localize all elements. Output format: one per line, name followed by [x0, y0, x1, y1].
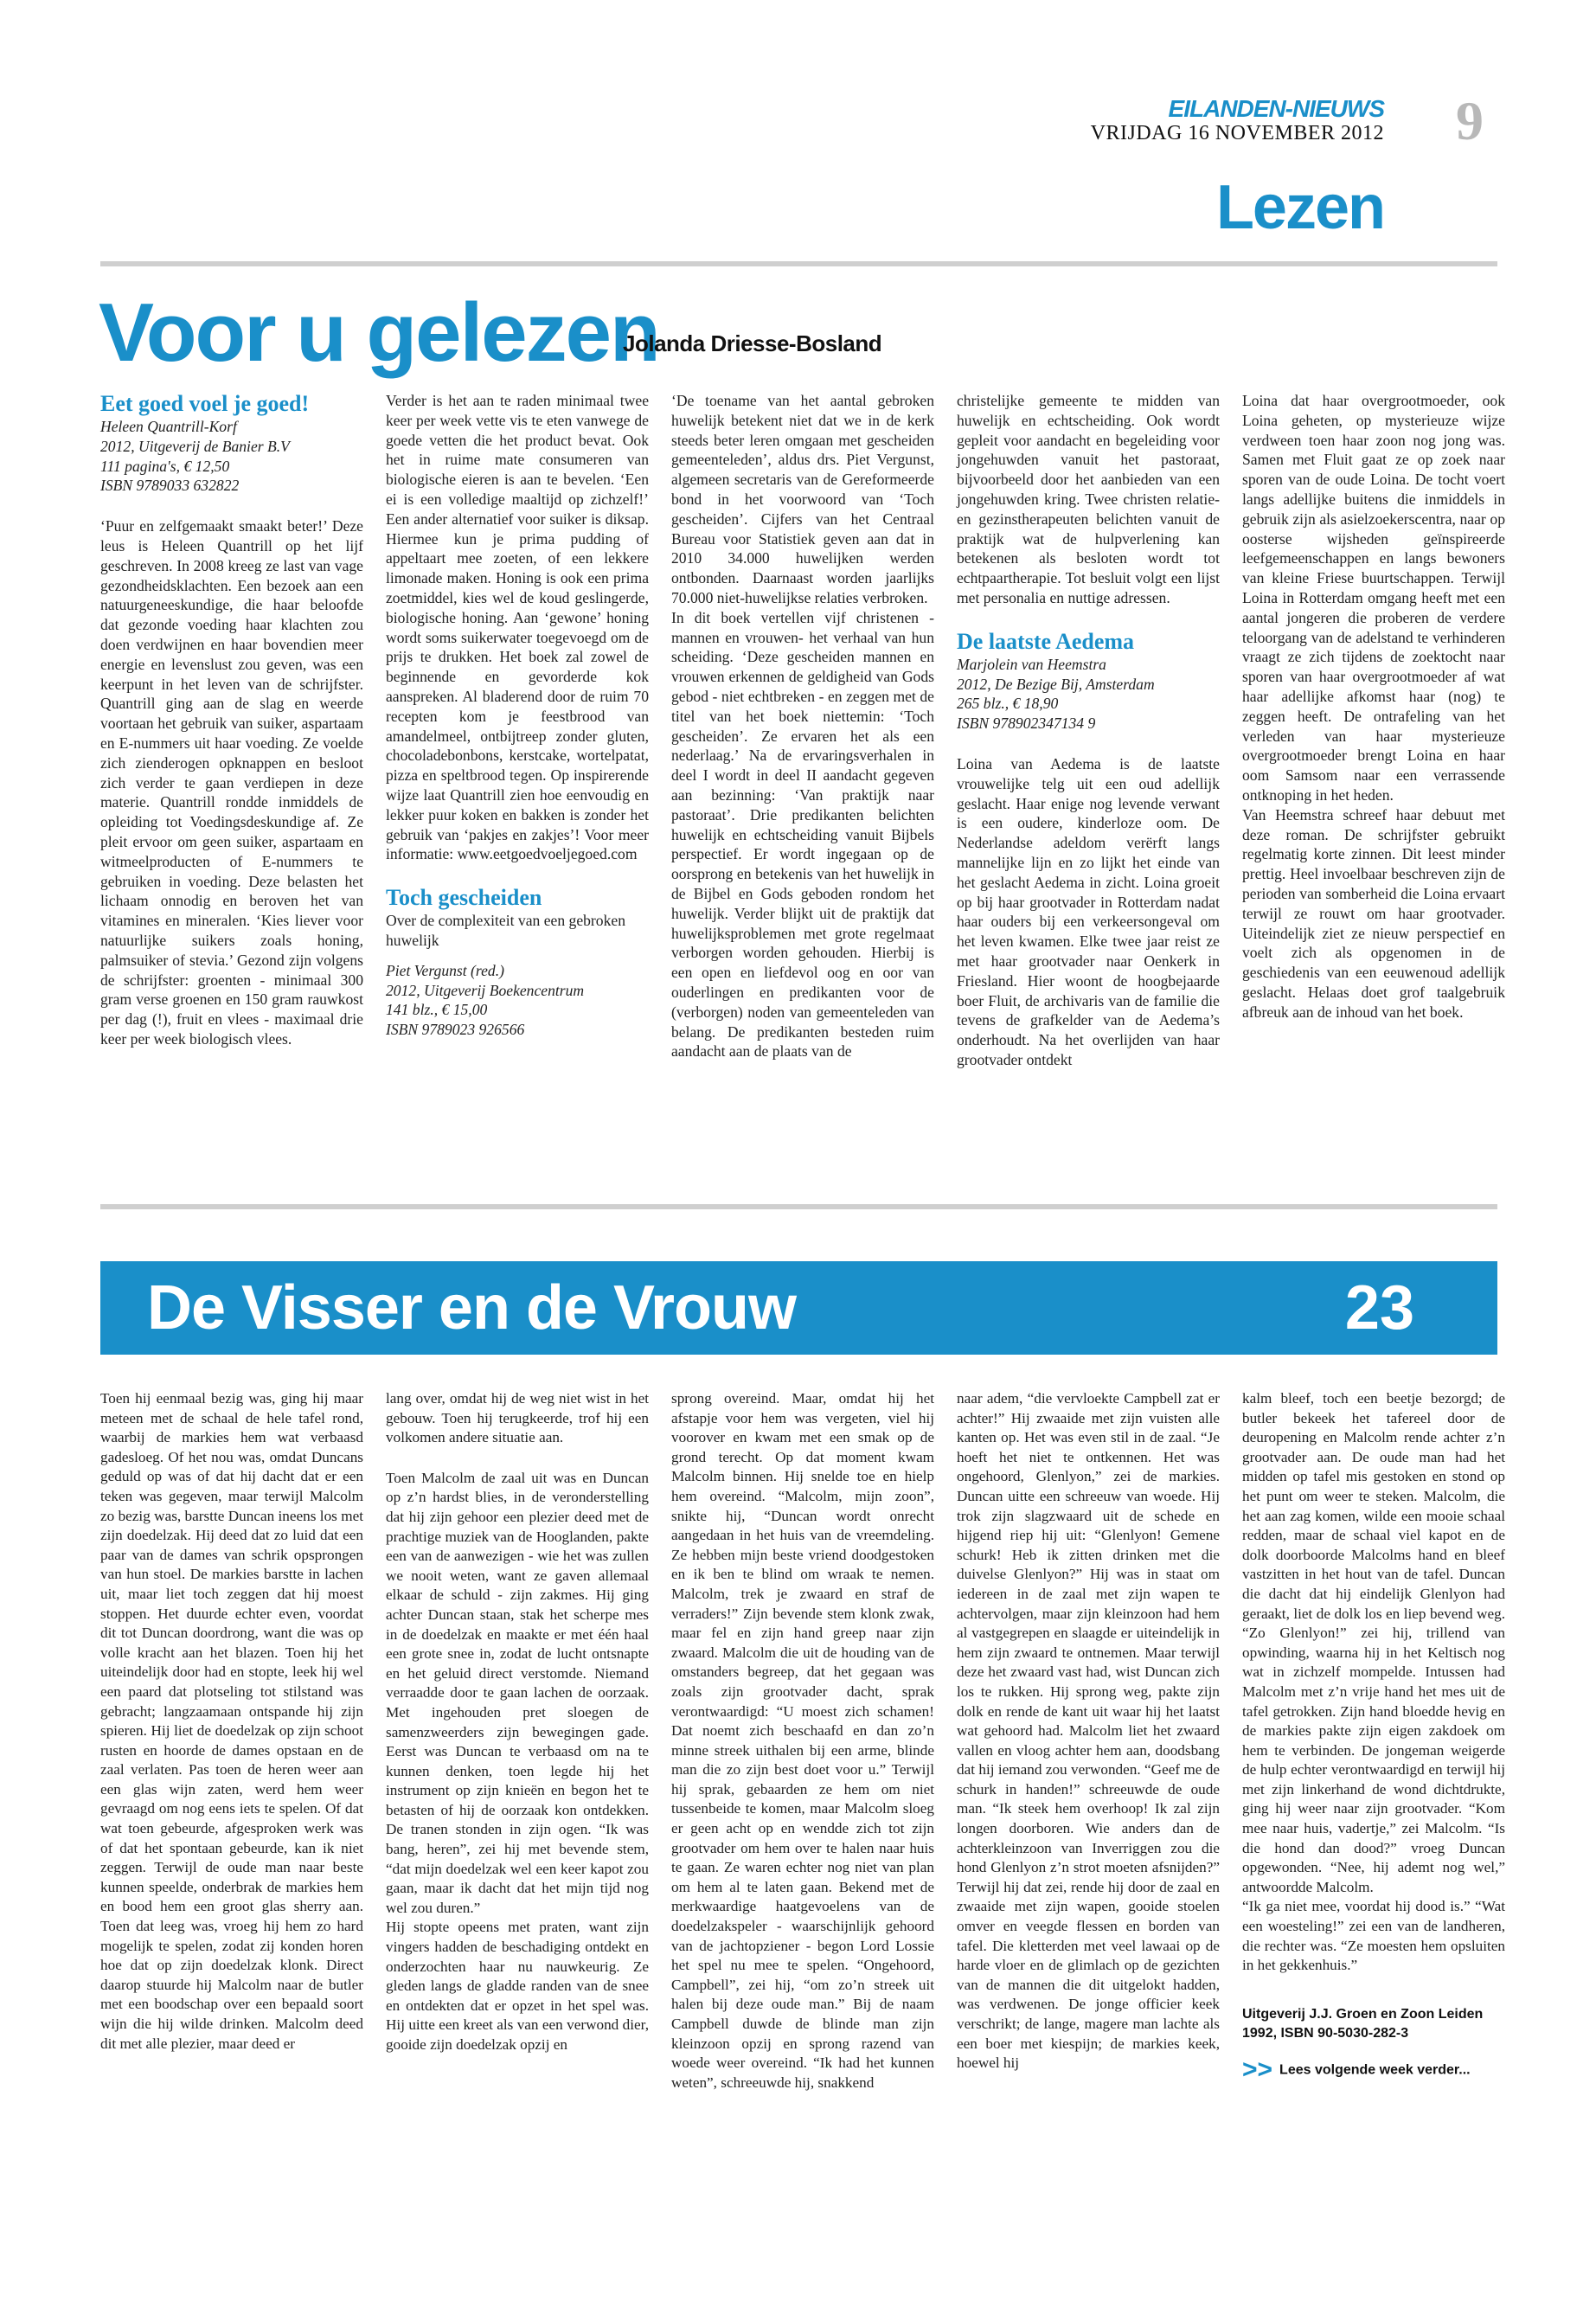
serial-banner	[100, 1261, 1497, 1355]
book-title-1: Eet goed voel je goed!	[100, 391, 310, 416]
serial-text-2b: Toen Malcolm de zaal uit was en Duncan op z’n hardst blies, in de veronderstelling dat hij zijn gehoor een plezier deed met de prachtige muziek van de Hooglanden, pakte een van de aanwezigen - wie het was zullen we nooit weten, want ze gaven allemaal elkaar de schuld - zijn zakmes. Hij ging achter Duncan staan, stak het scherpe mes in de doedelzak en maakte er met één haal een grote snee in, zodat de lucht ontsnapte en het geluid direct verstomde. Niemand verraadde door te gaan lachen de oorzaak. Met ingehouden pret sloegen de samenzweerders zijn bewegingen gade. Eerst was Duncan te verbaasd om na te kunnen denken, toen legde hij het instrument op zijn knieën en begon het te betasten of hij de oorzaak kon ontdekken. De tranen stonden in zijn ogen. “Ik was bang, heren”, zei hij met bevende stem, “dat mijn doedelzak wel een keer kapot zou gaan, maar ik dacht dat het mijn tijd nog wel zou duren.”	[386, 1469, 649, 1916]
review-column-1	[100, 391, 363, 1049]
serial-publisher	[1242, 2005, 1505, 2043]
book-publisher-2: 2012, Uitgeverij Boekencentrum	[386, 981, 585, 999]
review-column-2	[386, 391, 649, 1040]
book-title-2: Toch gescheiden	[386, 885, 542, 911]
serial-title: De Visser en de Vrouw	[147, 1273, 797, 1343]
serial-column-3	[671, 1389, 934, 2093]
serial-text-3: sprong overeind. Maar, omdat hij het afstapje voor hem was vergeten, viel hij voorover en kwam met een smak op de grond terecht. Op dat moment kwam Malcolm binnen. Hij snelde toe en hielp hem overeind. “Malcolm, mijn zoon”, snikte hij, “Duncan wordt onrecht aangedaan in het huis van de vreemdeling. Ze hebben mijn beste vriend doodgestoken en ik ben te blind om wraak te nemen. Malcolm, trek je zwaard en straf de verraders!” Zijn bevende stem klonk zwak, maar fel en zijn hand greep naar zijn zwaard. Malcolm die uit de houding van de omstanders begreep, dat het gegaan was zoals zijn grootvader dacht, sprak verontwaardigd: “U moest zich schamen! Dat noemt zich beschaafd en dan zo’n minne streek uithalen bij een arme, blinde man die zo zijn best doet voor u.” Terwijl hij sprak, gebaarden ze hem om niet tussenbeide te komen, maar Malcolm sloeg er geen acht op en wendde zich tot zijn grootvader om hem over te halen naar huis te gaan. Ze waren echter nog niet van plan om hem al te laten gaan. Bekend met de merkwaardige haatgevoelens van de doedelzakspeler - waarschijnlijk gehoord van de jachtopziener - begon Lord Lossie het spel nu mee te spelen. “Ongehoord, Campbell”, zei hij, “om zo’n streek uit halen bij deze oude man.” Bij de naam Campbell duwde de blinde man zijn kleinzoon opzij en sprong razend van woede weer overeind. “Ik had het kunnen weten”, schreeuwde hij, snakkend	[671, 1390, 934, 2091]
serial-episode-number: 23	[1344, 1273, 1414, 1343]
review-headline: Voor u gelezen	[99, 286, 659, 379]
book-subtitle-2: Over de complexiteit van een gebroken huwelijk	[386, 912, 625, 949]
review-column-4	[957, 391, 1220, 1070]
publisher-line-2: 1992, ISBN 90-5030-282-3	[1242, 2025, 1409, 2041]
section-title: Lezen	[1215, 173, 1384, 242]
top-divider	[100, 261, 1497, 266]
book-isbn-3: ISBN 978902347134 9	[957, 715, 1096, 733]
serial-column-4	[957, 1389, 1220, 2073]
book-isbn-1: ISBN 9789033 632822	[100, 477, 240, 495]
serial-column-2	[386, 1389, 649, 2055]
book-publisher-3: 2012, De Bezige Bij, Amsterdam	[957, 675, 1155, 693]
serial-text-5a: kalm bleef, toch een beetje bezorgd; de butler bekeek het tafereel door de deuropening en Malcolm rende achter z’n grootvader aan. De oude man had het midden op tafel mis gestoken en stond op het punt om weer te steken. Malcolm, die het aan zag komen, wilde een mooie schaal redden, maar de schaal viel kapot en de dolk doorboorde Malcolms hand en bleef vastzitten in het hout van de tafel. Duncan die dacht dat hij eindelijk Glenlyon had geraakt, liet de dolk los en liep bevend weg. “Zo Glenlyon!” zei hij, trillend van opwinding, waarna hij in het Keltisch nog wat in zichzelf mompelde. Intussen had Malcolm met z’n vrije hand het mes uit de tafel getrokken. Zijn hand bloedde hevig en de markies pakte zijn eigen zakdoek om hem te verbinden. De jongeman weigerde de hulp echter verontwaardigd en terwijl hij met zijn linkerhand de wond dichtdrukte, ging hij weer naar zijn grootvader. “Kom mee naar huis, vadertje,” zei Malcolm. “Is die hond dan dood?” vroeg Duncan opgewonden. “Nee, hij ademt nog wel,” antwoordde Malcolm.	[1242, 1390, 1505, 1895]
masthead	[1091, 97, 1384, 145]
book-title-3: De laatste Aedema	[957, 628, 1135, 654]
continue-text: Lees volgende week verder...	[1279, 2062, 1471, 2078]
book-author-2: Piet Vergunst (red.)	[386, 961, 504, 979]
review-text-3b: In dit boek vertellen vijf christenen - mannen en vrouwen- het verhaal van hun scheiding. ‘Deze gescheiden mannen en vrouwen erkennen de geldigheid van Gods gebod - niet echtbreken - en zeggen met de titel van het boek niettemin: ‘Toch gescheiden’. Ze ervaren het als een nederlaag.’ Na de ervaringsverhalen in deel I wordt in deel II aandacht gegeven aan bezinning: ‘Van praktijk naar pastoraat’. Drie predikanten belichten huwelijk en echtscheiding vanuit Bijbels perspectief. Er wordt ingegaan op de oorsprong en betekenis van het huwelijk in de Bijbel en Gods geboden rondom het huwelijk. Verder blijkt uit de praktijk dat huwelijksproblemen met grote regelmaat verborgen worden gehouden. Hierbij is een open en liefdevol oog en oor van ouderlingen en predikanten voor de (verborgen) noden van gemeenteleden van belang. De predikanten besteden ruim aandacht aan de plaats van de	[671, 608, 934, 1061]
continue-notice	[1242, 2054, 1505, 2084]
serial-column-5	[1242, 1389, 1505, 2084]
serial-column-1	[100, 1389, 363, 2054]
serial-text-4: naar adem, “die vervloekte Campbell zat er achter!” Hij zwaaide met zijn vuisten alle kanten op. Het was even stil in de zaal. “Je hoeft het niet te ontkennen. Het was ongehoord, Glenlyon,” zei de markies. Duncan uitte een schreeuw van woede. Hij trok zijn slagzwaard uit de schede en hijgend riep hij uit: “Glenlyon! Gemene schurk! Heb ik zitten drinken met die duivelse Glenlyon?” Hij was in staat om iedereen in de zaal met zijn wapen te achtervolgen, maar zijn kleinzoon had hem al vastgegrepen en slaagde er uiteindelijk in hem zijn zwaard te ontnemen. Maar terwijl deze het zwaard vast had, wist Duncan zich los te rukken. Hij sprong weg, pakte zijn dolk en rende de kant uit waar hij het laatst wat gehoord had. Malcolm liet het zwaard vallen en vloog achter hem aan, doodsbang dat hij iemand zou verwonden. “Geef me de schurk in handen!” schreeuwde de oude man. “Ik steek hem overhoop! Ik zal zijn longen doorboren. Wie anders dan de achterkleinzoon van Inverriggen zou die hond Glenlyon z’n strot moeten afsnijden?” Terwijl hij dat zei, rende hij door de zaal en zwaaide met zijn wapen, gooide stoelen omver en veegde flessen en borden van tafel. Die kletterden met veel lawaai op de harde vloer en de glimlach op de gezichten van de mannen die dit uitgelokt hadden, was verdwenen. De jonge officier keek verschrikt; de lange, magere man lachte als een boer met kiespijn; de markies keek, hoewel hij	[957, 1390, 1220, 2072]
serial-text-1: Toen hij eenmaal bezig was, ging hij maar meteen met de schaal de hele tafel rond, waarbij de markies hem wat verbaasd gadesloeg. Of het nou was, omdat Duncans geduld op was of dat hij dacht dat er een teken was gegeven, maar terwijl Malcolm zo bezig was, barstte Duncan ineens los met zijn doedelzak. Hij deed dat zo luid dat een paar van de dames van schrik opsprongen van hun stoel. De markies barstte in lachen uit, maar liet toch zeggen dat hij moest stoppen. Het duurde echter even, voordat dit tot Duncan doordrong, want die was op volle kracht aan het blazen. Toen hij het uiteindelijk door had en stopte, leek hij wel een paard dat plotseling tot stilstand was gebracht; langzaamaan ontspande hij zijn spieren. Hij liet de doedelzak op zijn schoot rusten en hoorde de dames opstaan en de zaal verlaten. Pas toen de heren weer aan een glas wijn zaten, werd hem weer gevraagd om nog eens iets te spelen. Of dat wat toen gebeurde, afgesproken werk was of dat het spontaan gebeurde, kan ik niet zeggen. Terwijl de oude man naar beste kunnen speelde, onderbrak de markies hem en bood hem een groot glas sherry aan. Toen dat leeg was, vroeg hij hem zo hard mogelijk te spelen, zodat zij konden horen hoe dat op zijn doedelzak klonk. Direct daarop stuurde hij Malcolm naar de butler met een boodschap over een bepaald soort wijn die hij wilde drinken. Malcolm deed dit met alle plezier, maar deed er	[100, 1390, 363, 2052]
book-price-1: 111 pagina's, € 12,50	[100, 457, 230, 475]
review-byline: Jolanda Driesse-Bosland	[623, 330, 882, 356]
review-column-5	[1242, 391, 1505, 1022]
book-publisher-1: 2012, Uitgeverij de Banier B.V	[100, 437, 290, 455]
middle-divider	[100, 1204, 1497, 1209]
review-text-5a: Loina dat haar overgrootmoeder, ook Loina geheten, op mysterieuze wijze verdween toen haar zoon nog jong was. Samen met Fluit gaat ze op zoek naar sporen van de oude Loina. De tocht voert langs adellijke buitens die inmiddels in gebruik zijn als asielzoekerscentra, naar op oosterse wijsheden geïnspireerde leefgemeenschappen en langs bewoners van kleine Friese buurtschappen. Terwijl Loina in Rotterdam omgang heeft met een aantal jongeren die proberen de verdere teloorgang van de adelstand te verhinderen vraagt ze zich tijdens de zoektocht naar sporen van haar overgrootmoeder af wat haar adellijke afkomst haar (nog) te zeggen heeft. De ontrafeling van het verleden van haar mysterieuze overgrootmoeder brengt Loina en haar oom Samsom naar een verrassende ontknoping in het heden.	[1242, 392, 1505, 804]
review-text-1: ‘Puur en zelfgemaakt smaakt beter!’ Deze leus is Heleen Quantrill op het lijf geschreven. In 2008 kreeg ze last van vage gezondheidsklachten. Een bezoek aan een natuurgeneeskundige, die haar beloofde dat gezonde voeding haar klachten zou doen verdwijnen en haar bovendien meer energie en levenslust zou geven, was een keerpunt in het leven van de schrijfster. Quantrill ging aan de slag en weerde voortaan het gebruik van suiker, aspartaam en E-nummers uit haar voeding. Ze voelde zich zienderogen opknappen en besloot zich verder te gaan verdiepen in deze materie. Quantrill rondde inmiddels de opleiding tot Voedingsdeskundige af. Ze pleit ervoor om geen suiker, aspartaam en witmeelproducten of E-nummers te gebruiken in voeding. Deze belasten het lichaam onnodig en beroven het van vitamines en mineralen. ‘Kies liever voor natuurlijke suikers zoals honing, palmsuiker of stevia.’ Gezond zijn volgens de schrijfster: groenten - minimaal 300 gram verse groenen en 150 gram rauwkost per dag (!), fruit en vlees - maximaal drie keer per week biologisch vlees.	[100, 517, 363, 1048]
book-author-3: Marjolein van Heemstra	[957, 655, 1106, 673]
double-chevron-icon: >>	[1242, 2054, 1273, 2084]
book-price-3: 265 blz., € 18,90	[957, 695, 1059, 713]
review-text-4: christelijke gemeente te midden van huwelijk en echtscheiding. Ook wordt gepleit voor aandacht en begeleiding voor jongehuwden vanuit het pastoraat, bijvoorbeeld door het aanbieden van een jongehuwden kring. Twee christen relatie- en gezinstherapeuten belichten vanuit de praktijk wat de hulpverlening kan betekenen als besloten wordt tot echtpaartherapie. Tot besluit volgt een lijst met personalia en nuttige adressen.	[957, 392, 1220, 606]
review-text-4b: Loina van Aedema is de laatste vrouwelijke telg uit een oud adellijk geslacht. Haar enige nog levende verwant is een oudere, kinderloze oom. De Nederlandse adeldom verërft langs mannelijke lijn en zo lijkt het einde van het geslacht Aedema in zicht. Loina groeit op bij haar grootvader in Rotterdam nadat haar ouders bij een verkeersongeval om het leven kwamen. Elke twee jaar reist ze met haar grootvader naar Oenkerk in Friesland. Hier woont de hoogbejaarde boer Fluit, de archivaris van de familie die tevens de grafkelder van de Aedema’s onderhoudt. Na het overlijden van haar grootvader ontdekt	[957, 754, 1220, 1068]
book-price-2: 141 blz., € 15,00	[386, 1001, 488, 1019]
review-text-3a: ‘De toename van het aantal gebroken huwelijk betekent niet dat we in de kerk steeds beter leren omgaan met gescheiden gemeenteleden’, aldus drs. Piet Vergunst, algemeen secretaris van de Gereformeerde bond in het voorwoord van ‘Toch gescheiden’. Cijfers van het Centraal Bureau voor Statistiek geven aan dat in 2010 34.000 huwelijken werden ontbonden. Daarnaast worden jaarlijks 70.000 niet-huwelijkse relaties verbroken.	[671, 392, 934, 606]
serial-text-5b: “Ik ga niet mee, voordat hij dood is.” “Wat een woesteling!” zei een van de landheren, die rechter was. “Ze moesten hem opsluiten in het gekkenhuis.”	[1242, 1898, 1505, 1974]
review-text-5b: Van Heemstra schreef haar debuut met deze roman. De schrijfster gebruikt regelmatig korte zinnen. Dit leest minder prettig. Heel invoelbaar beschreven zijn de perioden van somberheid die Loina ervaart terwijl ze rouwt om haar grootvader. Uiteindelijk ziet ze nieuw perspectief en voelt zich als opgenomen in de geschiedenis van een eeuwenoud adellijk geslacht. Helaas doet grof taalgebruik afbreuk aan de inhoud van het boek.	[1242, 805, 1505, 1021]
serial-text-2a: lang over, omdat hij de weg niet wist in het gebouw. Toen hij terugkeerde, trof hij een volkomen andere situatie aan.	[386, 1390, 649, 1446]
serial-text-2c: Hij stopte opeens met praten, want zijn vingers hadden de beschadiging ontdekt en onderzochten haar nu nauwkeurig. Ze gleden langs de gladde randen van de snee en ontdekten dat er opzet in het spel was. Hij uitte een kreet als van een verwond dier, gooide zijn doedelzak opzij en	[386, 1919, 649, 2053]
page-number: 9	[1456, 90, 1484, 151]
issue-date: VRIJDAG 16 NOVEMBER 2012	[1090, 122, 1384, 144]
review-column-3	[671, 391, 934, 1061]
publisher-line-1: Uitgeverij J.J. Groen en Zoon Leiden	[1242, 2006, 1484, 2022]
book-author-1: Heleen Quantrill-Korf	[100, 418, 237, 435]
paper-name: EILANDEN-NIEUWS	[1168, 95, 1384, 122]
review-text-2: Verder is het aan te raden minimaal twee keer per week vette vis te eten vanwege de goede vetten die het product bevat. Ook het in ruime mate consumeren van biologische eieren is aan te bevelen. ‘Een ei is een volledige maaltijd op zichzelf!’ Een ander alternatief voor suiker is diksap. Hiermee kun je prima pudding of appeltaart mee zoeten, of een lekkere limonade maken. Honing is ook een prima zoetmiddel, kies wel de koud geslingerde, biologische honing. Aan ‘gewone’ honing wordt soms suikerwater toegevoegd om de prijs te drukken. Het boek zal zowel de beginnende en gevorderde kok aanspreken. Al bladerend door de ruim 70 recepten kom je feestbrood van amandelmeel, ontbijtreep zonder gluten, chocoladebonbons, kerstcake, wortelpatat, pizza en speltbrood tegen. Op inspirerende wijze laat Quantrill zien hoe eenvoudig en lekker puur koken en bakken is zonder het gebruik van ‘pakjes en zakjes’! Voor meer informatie: www.eetgoedvoeljegoed.com	[386, 392, 649, 863]
book-isbn-2: ISBN 9789023 926566	[386, 1021, 525, 1039]
